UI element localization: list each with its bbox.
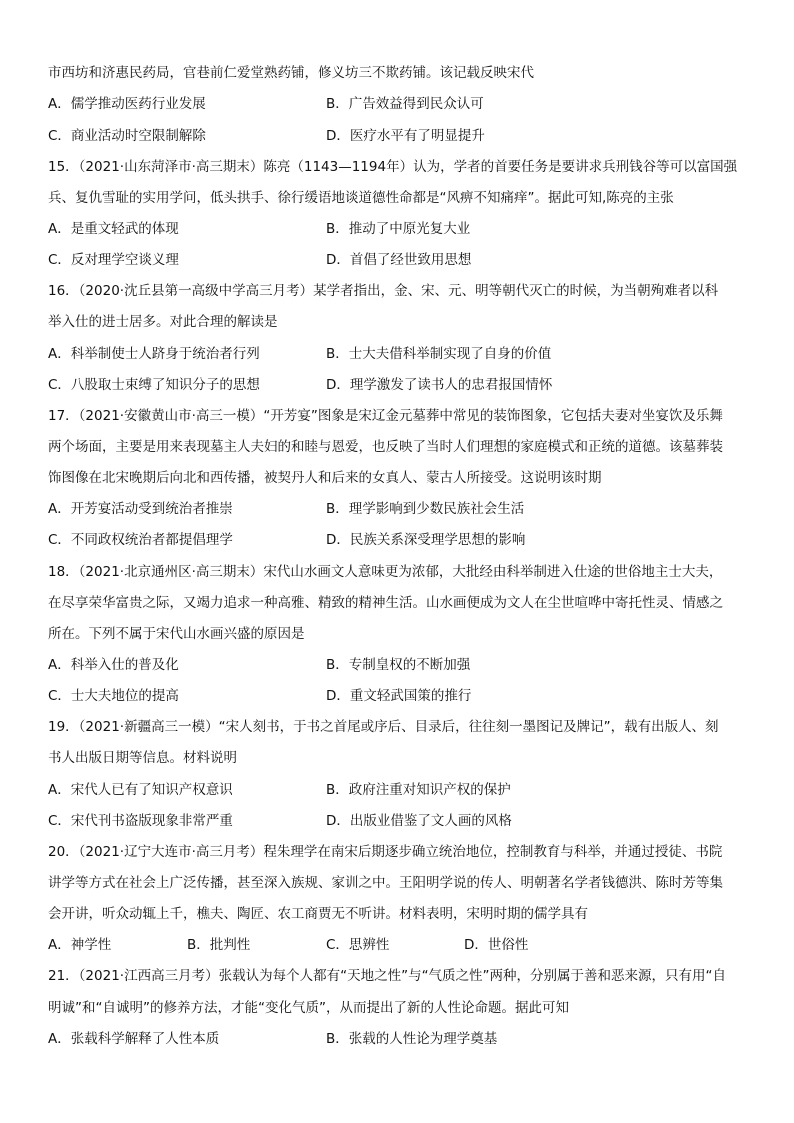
q17-stem-line: 饰图像在北宋晚期后向北和西传播，被契丹人和后来的女真人、蒙古人所接受。这说明该时期 bbox=[48, 470, 602, 486]
q20-option-c: C．思辨性 bbox=[326, 937, 390, 953]
q17-stem-line: 17．（2021·安徽黄山市·高三一模）“开芳宴”图象是宋辽金元墓葬中常见的装饰图象，它包括夫妻对坐宴饮及乐舞 bbox=[48, 408, 723, 424]
q21-option-b: B．张载的人性论为理学奠基 bbox=[326, 1031, 498, 1047]
q18-option-d: D．重文轻武国策的推行 bbox=[326, 688, 472, 704]
q20-stem-line: 会开讲，听众动辄上千，樵夫、陶匠、农工商贾无不听讲。材料表明，宋明时期的儒学具有 bbox=[48, 906, 588, 922]
q15-option-a: A．是重文轻武的体现 bbox=[48, 221, 179, 237]
q16-option-c: C．八股取士束缚了知识分子的思想 bbox=[48, 377, 260, 393]
q15-stem-line: 兵、复仇雪耻的实用学问，低头拱手、徐行缓语地谈道德性命都是“风痹不知痛痒”。据此可知,陈亮的主张 bbox=[48, 190, 674, 206]
q14-option-c: C．商业活动时空限制解除 bbox=[48, 128, 206, 144]
q18-stem-line: 18．（2021·北京通州区·高三期末）宋代山水画文人意味更为浓郁，大批经由科举制进入仕途的世俗地主士大夫， bbox=[48, 564, 723, 580]
q18-option-b: B．专制皇权的不断加强 bbox=[326, 657, 471, 673]
q17-option-a: A．开芳宴活动受到统治者推崇 bbox=[48, 501, 233, 517]
q15-option-c: C．反对理学空谈义理 bbox=[48, 252, 179, 268]
q15-option-b: B．推动了中原光复大业 bbox=[326, 221, 471, 237]
q17-option-d: D．民族关系深受理学思想的影响 bbox=[326, 532, 526, 548]
q20-stem-line: 20．（2021·辽宁大连市·高三月考）程朱理学在南宋后期逐步确立统治地位，控制教育与科举，并通过授徒、书院 bbox=[48, 844, 723, 860]
q16-option-d: D．理学激发了读书人的忠君报国情怀 bbox=[326, 377, 553, 393]
q20-stem-line: 讲学等方式在社会上广泛传播，甚至深入族规、家训之中。王阳明学说的传人、明朝著名学者钱德洪、陈时芳等集 bbox=[48, 875, 723, 891]
q17-option-b: B．理学影响到少数民族社会生活 bbox=[326, 501, 525, 517]
q21-option-a: A．张载科学解释了人性本质 bbox=[48, 1031, 220, 1047]
q19-stem-line: 19．（2021·新疆高三一模）“宋人刻书，于书之首尾或序后、目录后，往往刻一墨图记及牌记”，载有出版人、刻 bbox=[48, 719, 719, 735]
q19-option-b: B．政府注重对知识产权的保护 bbox=[326, 782, 511, 798]
q18-option-a: A．科举入仕的普及化 bbox=[48, 657, 179, 673]
question-14-stem-tail: 市西坊和济惠民药局，官巷前仁爱堂熟药铺，修义坊三不欺药铺。该记载反映宋代 bbox=[48, 65, 534, 81]
q14-option-d: D．医疗水平有了明显提升 bbox=[326, 128, 485, 144]
q20-option-d: D．世俗性 bbox=[464, 937, 529, 953]
q21-stem-line: 21．（2021·江西高三月考）张载认为每个人都有“天地之性”与“气质之性”两种，分别属于善和恶来源，只有用“自 bbox=[48, 968, 727, 984]
q19-stem-line: 书人出版日期等信息。材料说明 bbox=[48, 750, 237, 766]
q20-option-b: B．批判性 bbox=[187, 937, 251, 953]
q19-option-a: A．宋代人已有了知识产权意识 bbox=[48, 782, 233, 798]
q19-option-d: D．出版业借鉴了文人画的风格 bbox=[326, 813, 512, 829]
q21-stem-line: 明诚”和“自诚明”的修养方法，才能“变化气质”，从而提出了新的人性论命题。据此可知 bbox=[48, 1000, 569, 1016]
q16-option-a: A．科举制使士人跻身于统治者行列 bbox=[48, 346, 260, 362]
q15-stem-line: 15．（2021·山东菏泽市·高三期末）陈亮（1143—1194年）认为，学者的首要任务是要讲求兵刑钱谷等可以富国强 bbox=[48, 159, 738, 175]
q16-stem-line: 举入仕的进士居多。对此合理的解读是 bbox=[48, 314, 278, 330]
q17-option-c: C．不同政权统治者都提倡理学 bbox=[48, 532, 233, 548]
q16-stem-line: 16．（2020·沈丘县第一高级中学高三月考）某学者指出，金、宋、元、明等朝代灭亡的时候，为当朝殉难者以科 bbox=[48, 283, 719, 299]
q20-option-a: A．神学性 bbox=[48, 937, 112, 953]
q18-stem-line: 在尽享荣华富贵之际，又竭力追求一种高雅、精致的精神生活。山水画便成为文人在尘世喧哗中寄托性灵、情感之 bbox=[48, 595, 723, 611]
q18-option-c: C．士大夫地位的提高 bbox=[48, 688, 179, 704]
q14-option-a: A．儒学推动医药行业发展 bbox=[48, 96, 206, 112]
q18-stem-line: 所在。下列不属于宋代山水画兴盛的原因是 bbox=[48, 626, 305, 642]
q19-option-c: C．宋代刊书盗版现象非常严重 bbox=[48, 813, 233, 829]
q14-option-b: B．广告效益得到民众认可 bbox=[326, 96, 484, 112]
q15-option-d: D．首倡了经世致用思想 bbox=[326, 252, 472, 268]
q16-option-b: B．士大夫借科举制实现了自身的价值 bbox=[326, 346, 552, 362]
q17-stem-line: 两个场面，主要是用来表现墓主人夫妇的和睦与恩爱，也反映了当时人们理想的家庭模式和正统的道德。该墓葬装 bbox=[48, 439, 723, 455]
